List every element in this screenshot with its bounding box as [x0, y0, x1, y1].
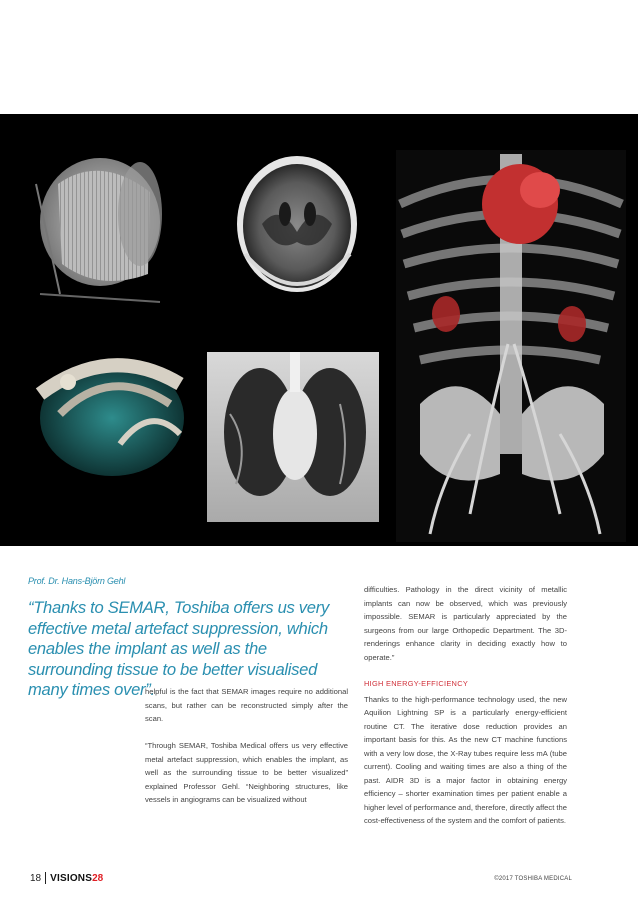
medical-images-collage — [0, 114, 638, 546]
ct-chest-coronal-image — [207, 352, 379, 522]
body-column-left — [145, 685, 348, 807]
body-column-right — [364, 583, 567, 828]
pull-quote: “Thanks to SEMAR, Toshiba offers us very effective metal artefact suppression, which enables the implant as well as the surrounding tissue to be better visualised many times over”. — [28, 598, 329, 699]
page-footer — [30, 872, 103, 884]
magazine-name: VISIONS — [50, 872, 93, 884]
ct-angiography-3d-image — [396, 150, 626, 542]
section-heading: HIGH ENERGY-EFFICIENCY — [364, 679, 469, 688]
page-number: 18 — [30, 872, 42, 884]
footer-divider — [45, 872, 46, 884]
body-paragraph: difficulties. Pathology in the direct vicinity of metallic implants can now be observed, which was previously impossible. SEMAR is particularly appreciated by the surgeons from our large Orthopedic Department. The 3D-renderings enhance clarity in deciding exactly how to operate.” — [364, 585, 567, 662]
ct-knee-implant-image — [30, 142, 170, 302]
ct-shoulder-implant-image — [28, 346, 188, 486]
ct-brain-axial-image — [237, 156, 357, 292]
body-paragraph: “Through SEMAR, Toshiba Medical offers us very effective metal artefact suppression, which enables the implant, as well as the surrounding tissue to be better visualized” explained Professor Gehl. “Neighboring structures, like vessels in angiograms can be visualized without — [145, 741, 348, 804]
magazine-issue: 28 — [92, 872, 104, 884]
copyright-notice: ©2017 TOSHIBA MEDICAL — [494, 876, 572, 882]
photo-caption: Prof. Dr. Hans-Björn Gehl — [28, 576, 126, 586]
body-paragraph: Thanks to the high-performance technology used, the new Aquilion Lightning SP is a particularly energy-efficient routine CT. The iterative dose reduction provides an important basis for this. As the new CT machine functions with a very low dose, the X-Ray tubes require less mA (tube current). Cooling and waiting times are also a thing of the past. AIDR 3D is a major factor in obtaining energy efficiency – shorter examination times per patient enable a higher level of performance and, therefore, directly affect the cost-effectiveness of the system and the comfort of patients. — [364, 694, 567, 825]
body-paragraph: helpful is the fact that SEMAR images require no additional scans, but rather can be reconstructed simply after the scan. — [145, 687, 348, 723]
medical-images-panel — [0, 114, 638, 546]
